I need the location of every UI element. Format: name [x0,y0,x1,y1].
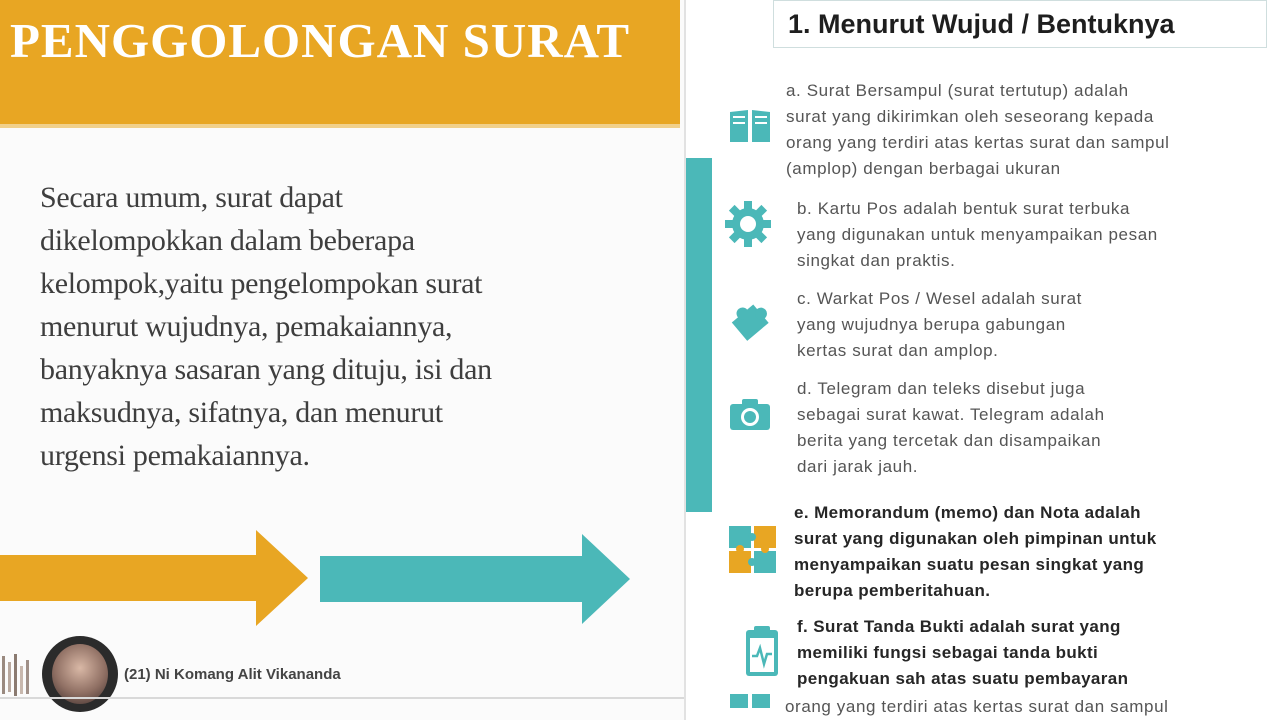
puzzle-icon [728,300,774,344]
presenter-photo [52,644,108,704]
gear-icon [724,200,772,248]
presenter-name: (21) Ni Komang Alit Vikananda [124,666,341,683]
item-e-text: e. Memorandum (memo) dan Nota adalah surat yang digunakan oleh pimpinan untuk menyampaikan suatu pesan singkat yang berupa pemberitahuan. [794,503,1157,600]
paragraph-line: menurut wujudnya, pemakaiannya, [40,310,453,343]
bottom-divider [0,697,684,699]
slide-title: PENGGOLONGAN SURAT [10,13,631,68]
teal-arrow [320,532,632,626]
right-slide-title: 1. Menurut Wujud / Bentuknya [788,9,1175,39]
paragraph-line: urgensi pemakaiannya. [40,439,310,472]
paragraph-line: dikelompokkan dalam beberapa [40,224,415,257]
footer-text-line: orang yang terdiri atas kertas surat dan sampul [785,697,1169,716]
item-c-text: c. Warkat Pos / Wesel adalah surat yang wujudnya berupa gabungan kertas surat dan amplop. [797,289,1082,360]
paragraph-line: maksudnya, sifatnya, dan menurut [40,396,443,429]
clipboard-pulse-icon [744,624,780,678]
camera-icon [728,396,772,432]
intro-paragraph [40,176,625,477]
paragraph-line: Secara umum, surat dapat [40,181,343,214]
presenter-avatar [42,636,118,712]
gold-arrow [0,528,310,628]
paragraph-line: banyaknya sasaran yang dituju, isi dan [40,353,492,386]
right-title-box [773,0,1267,48]
book-icon [728,106,772,146]
speaker-icon[interactable] [0,652,40,698]
title-banner [0,0,680,128]
puzzle-pieces-icon [727,524,779,576]
book-icon-partial [728,694,772,712]
paragraph-line: kelompok,yaitu pengelompokan surat [40,267,483,300]
item-d-text: d. Telegram dan teleks disebut juga sebagai surat kawat. Telegram adalah berita yang tercetak dan disampaikan dari jarak jauh. [797,379,1105,476]
item-f-text: f. Surat Tanda Bukti adalah surat yang memiliki fungsi sebagai tanda bukti pengakuan sah atas suatu pembayaran [797,617,1129,688]
item-a-text: a. Surat Bersampul (surat tertutup) adalah surat yang dikirimkan oleh seseorang kepada orang yang terdiri atas kertas surat dan sampul (amplop) dengan berbagai ukuran [786,81,1170,178]
teal-accent-bar [686,158,712,512]
item-b-text: b. Kartu Pos adalah bentuk surat terbuka yang digunakan untuk menyampaikan pesan singkat dan praktis. [797,199,1158,270]
